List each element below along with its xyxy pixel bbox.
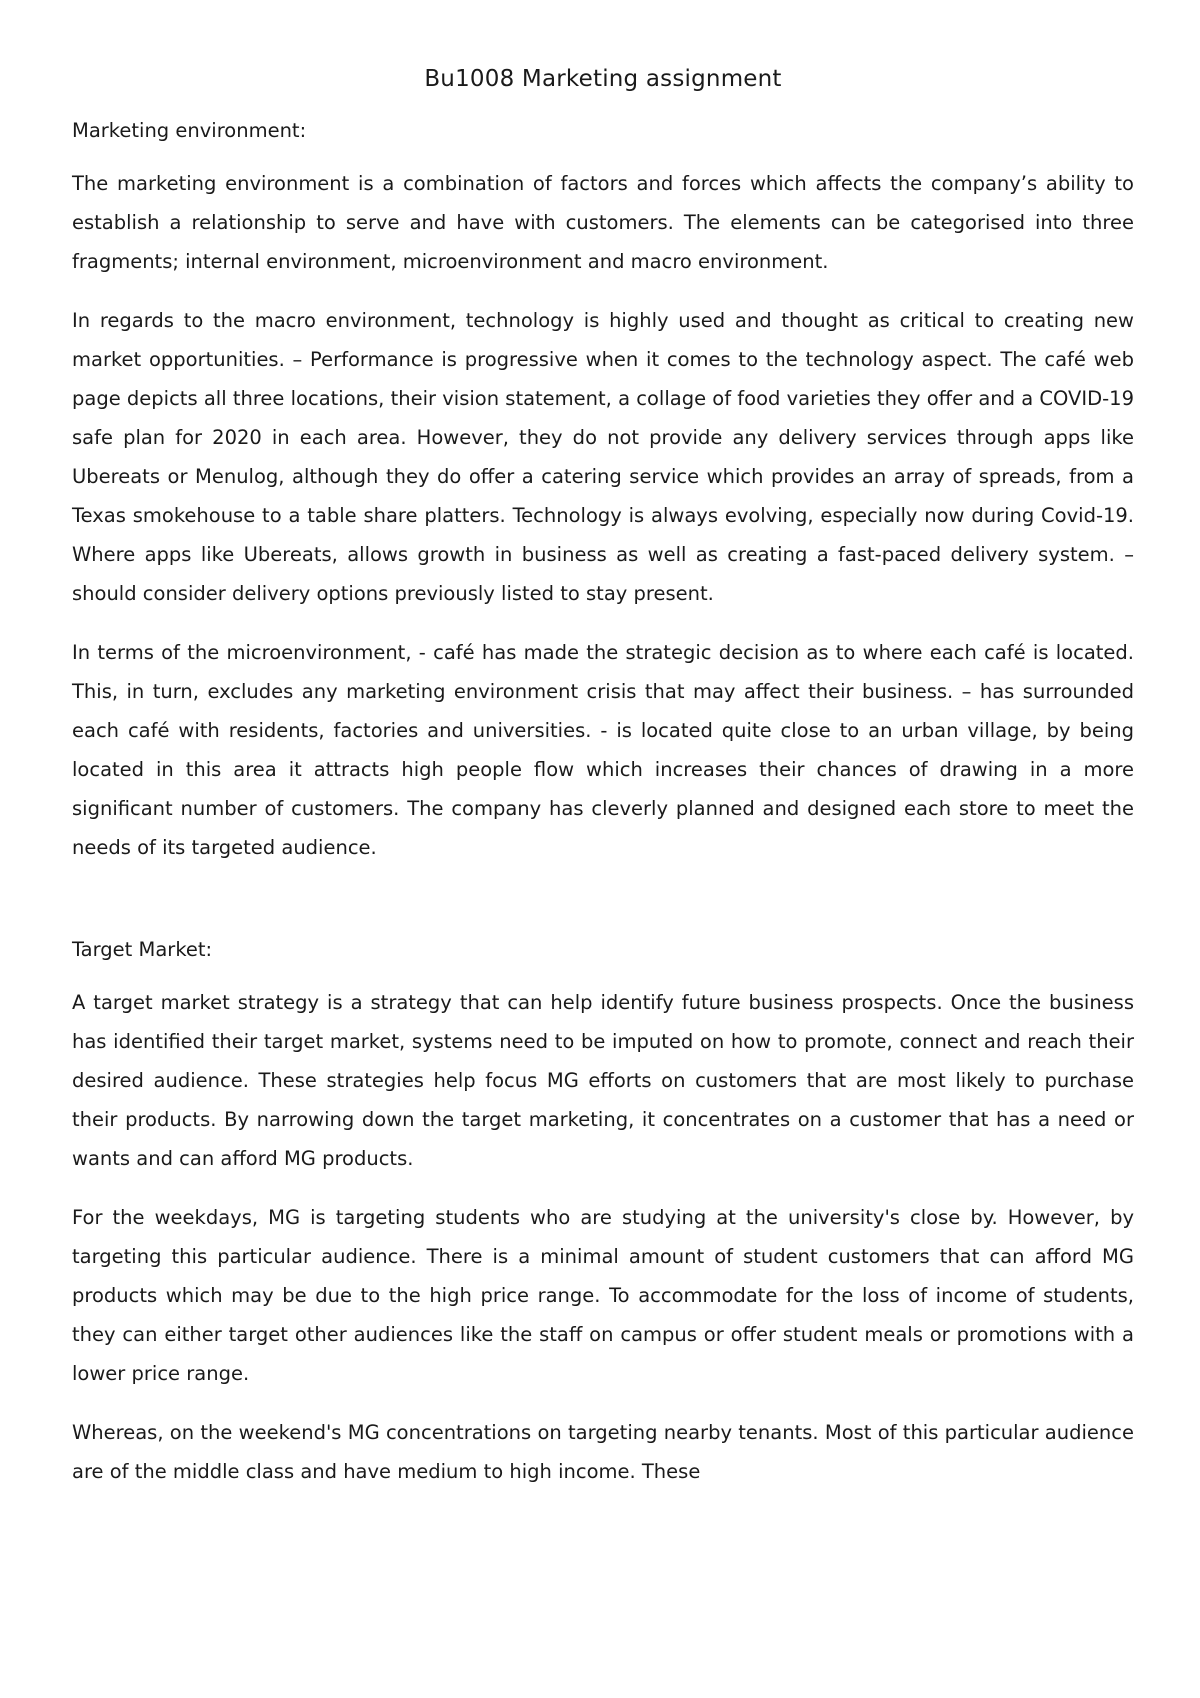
- paragraph: A target market strategy is a strategy that can help identify future business prospects. Once the business has identified their target market, systems need to be imputed on how to promote, connect and reach their desired audience. These strategies help focus MG efforts on customers that are most likely to purchase their products. By narrowing down the target marketing, it concentrates on a customer that has a need or wants and can afford MG products.: [72, 991, 1134, 1170]
- paragraph: In regards to the macro environment, technology is highly used and thought as critical to creating new market opportunities. – Performance is progressive when it comes to the technology aspect. The café web page depicts all three locations, their vision statement, a collage of food varieties they offer and a COVID-19 safe plan for 2020 in each area. However, they do not provide any delivery services through apps like Ubereats or Menulog, although they do offer a catering service which provides an array of spreads, from a Texas smokehouse to a table share platters. Technology is always evolving, especially now during Covid-19. Where apps like Ubereats, allows growth in business as well as creating a fast-paced delivery system. – should consider delivery options previously listed to stay present.: [72, 309, 1134, 605]
- section-heading-marketing-environment: Marketing environment:: [72, 119, 307, 142]
- document-title: Bu1008 Marketing assignment: [424, 66, 782, 92]
- paragraph: The marketing environment is a combination of factors and forces which affects the company’s ability to establish a relationship to serve and have with customers. The elements can be categorised into three fragments; internal environment, microenvironment and macro environment.: [72, 172, 1134, 273]
- paragraph: For the weekdays, MG is targeting students who are studying at the university's close by. However, by targeting this particular audience. There is a minimal amount of student customers that can afford MG products which may be due to the high price range. To accommodate for the loss of income of students, they can either target other audiences like the staff on campus or offer student meals or promotions with a lower price range.: [72, 1206, 1134, 1385]
- document-page: [72, 66, 1134, 1511]
- section-spacer: [72, 887, 1134, 935]
- paragraph: Whereas, on the weekend's MG concentrations on targeting nearby tenants. Most of this particular audience are of the middle class and have medium to high income. These: [72, 1421, 1134, 1483]
- paragraph: In terms of the microenvironment, - café has made the strategic decision as to where each café is located. This, in turn, excludes any marketing environment crisis that may affect their business. – has surrounded each café with residents, factories and universities. - is located quite close to an urban village, by being located in this area it attracts high people flow which increases their chances of drawing in a more significant number of customers. The company has cleverly planned and designed each store to meet the needs of its targeted audience.: [72, 641, 1134, 859]
- section-heading-target-market: Target Market:: [72, 938, 213, 961]
